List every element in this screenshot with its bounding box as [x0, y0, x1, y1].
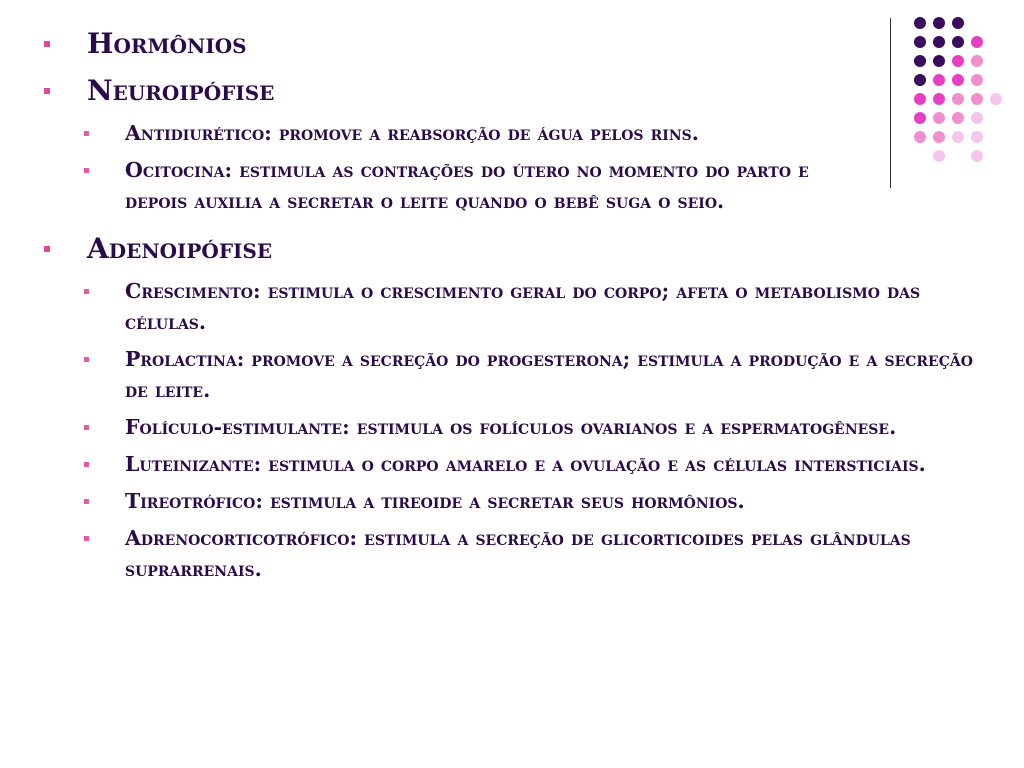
- sub-bullet-text: Folículo-estimulante: estimula os folículos ovarianos e a espermatogênese.: [125, 415, 897, 439]
- decorative-dot: [914, 55, 926, 67]
- decorative-dot: [933, 74, 945, 86]
- decorative-dot: [952, 112, 964, 124]
- sub-bullet-marker: [84, 499, 89, 504]
- bullet-marker: [44, 41, 50, 47]
- slide-content: [44, 24, 974, 591]
- bullet-neuroipofise: [44, 71, 974, 111]
- decorative-dot: [914, 93, 926, 105]
- bullet-marker: [44, 246, 50, 252]
- decorative-dot: [971, 131, 983, 143]
- decorative-dot: [971, 93, 983, 105]
- sub-bullet-antidiuretico: [44, 118, 845, 149]
- decorative-dot: [952, 131, 964, 143]
- sub-bullet-crescimento: [44, 276, 985, 338]
- bullet-adenoipofise: [44, 229, 974, 269]
- sub-bullet-text: Adrenocorticotrófico: estimula a secreção de glicorticoides pelas glândulas suprarrenais.: [125, 526, 911, 581]
- decorative-dot: [933, 131, 945, 143]
- sub-bullet-marker: [84, 462, 89, 467]
- decorative-dot: [952, 36, 964, 48]
- sub-bullet-text: Ocitocina: estimula as contrações do útero no momento do parto e depois auxilia a secretar o leite quando o bebê suga o seio.: [125, 158, 809, 213]
- sub-bullet-adrenocorticotrofico: [44, 523, 985, 585]
- sub-bullet-text: Crescimento: estimula o crescimento geral do corpo; afeta o metabolismo das células.: [125, 279, 921, 334]
- decorative-dot: [971, 74, 983, 86]
- sub-bullet-marker: [84, 357, 89, 362]
- decorative-dot: [914, 131, 926, 143]
- decorative-divider: [890, 18, 891, 188]
- sub-bullet-marker: [84, 536, 89, 541]
- bullet-text: Neuroipófise: [87, 74, 275, 107]
- bullet-hormonios: [44, 24, 974, 64]
- bullet-marker: [44, 88, 50, 94]
- decorative-dot: [933, 36, 945, 48]
- bullet-text: Hormônios: [87, 27, 247, 60]
- sub-bullet-foliculo-estimulante: [44, 412, 985, 443]
- sub-bullet-marker: [84, 168, 89, 173]
- sub-bullet-text: Tireotrófico: estimula a tireoide a secretar seus hormônios.: [125, 489, 745, 513]
- decorative-dot: [933, 55, 945, 67]
- sub-bullet-prolactina: [44, 344, 985, 406]
- decorative-dot: [914, 112, 926, 124]
- sub-bullet-marker: [84, 289, 89, 294]
- decorative-dot: [933, 93, 945, 105]
- decorative-dot: [914, 17, 926, 29]
- decorative-dot: [933, 150, 945, 162]
- sub-bullet-text: Antidiurético: promove a reabsorção de água pelos rins.: [125, 121, 699, 145]
- decorative-dot: [914, 36, 926, 48]
- decorative-dot: [971, 150, 983, 162]
- decorative-dot: [971, 36, 983, 48]
- sub-bullet-marker: [84, 425, 89, 430]
- sub-bullet-text: Luteinizante: estimula o corpo amarelo e a ovulação e as células intersticiais.: [125, 452, 926, 476]
- decorative-dot: [971, 112, 983, 124]
- decorative-dot: [952, 55, 964, 67]
- bullet-text: Adenoipófise: [87, 232, 273, 265]
- sub-bullet-text: Prolactina: promove a secreção do progesterona; estimula a produção e a secreção de leite.: [125, 347, 973, 402]
- decorative-dot: [952, 74, 964, 86]
- decorative-dot: [914, 74, 926, 86]
- decorative-dot: [933, 17, 945, 29]
- decorative-dot: [933, 112, 945, 124]
- sub-bullet-tireotrofico: [44, 486, 985, 517]
- decorative-dot: [952, 93, 964, 105]
- sub-bullet-marker: [84, 131, 89, 136]
- decorative-dot: [952, 17, 964, 29]
- sub-bullet-ocitocina: [44, 155, 845, 217]
- decorative-dot: [971, 55, 983, 67]
- sub-bullet-luteinizante: [44, 449, 985, 480]
- decorative-dot: [990, 93, 1002, 105]
